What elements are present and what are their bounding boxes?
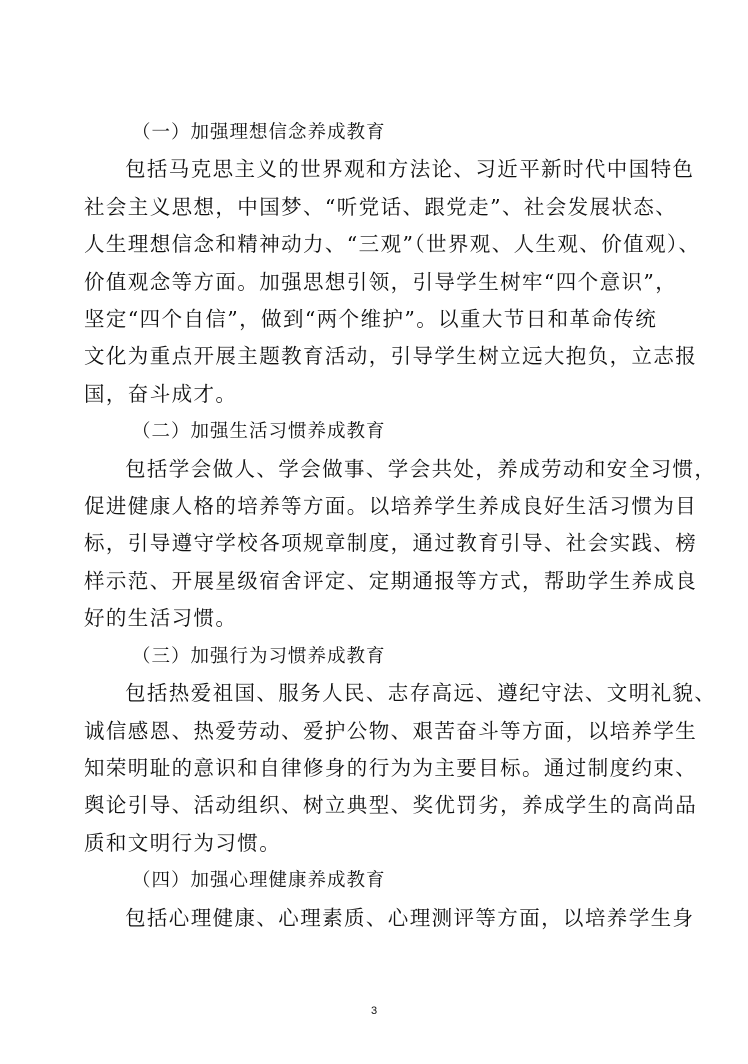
paragraph-line: 社会主义思想，中国梦、“听党话、跟党走”、社会发展状态、 [84, 194, 678, 219]
paragraph-line: 好的生活习惯。 [84, 606, 238, 631]
paragraph-line: 人生理想信念和精神动力、“三观”（世界观、人生观、价值观）、 [84, 232, 701, 257]
section-paragraph-4 [84, 900, 695, 937]
document-body [84, 114, 717, 937]
section-heading-2: （二）加强生活习惯养成教育 [132, 421, 386, 443]
paragraph-line: 标，引导遵守学校各项规章制度，通过教育引导、社会实践、榜 [84, 531, 698, 556]
section-paragraph-2 [84, 451, 717, 638]
paragraph-line: 包括热爱祖国、服务人民、志存高远、遵纪守法、文明礼貌、 [125, 681, 717, 706]
paragraph-line: 坚定“四个自信”，做到“两个维护”。以重大节日和革命传统 [84, 307, 658, 332]
page-number: 3 [370, 1005, 378, 1017]
paragraph-line: 包括心理健康、心理素质、心理测评等方面，以培养学生身 [125, 905, 695, 930]
section-heading-4: （四）加强心理健康养成教育 [132, 870, 386, 892]
paragraph-line: 文化为重点开展主题教育活动，引导学生树立远大抱负，立志报 [84, 344, 698, 369]
paragraph-line: 诚信感恩、热爱劳动、爱护公物、艰苦奋斗等方面，以培养学生 [84, 718, 698, 743]
paragraph-line: 舆论引导、活动组织、树立典型、奖优罚劣，养成学生的高尚品 [84, 793, 698, 818]
section-paragraph-1 [84, 151, 701, 413]
paragraph-line: 质和文明行为习惯。 [84, 830, 282, 855]
paragraph-line: 价值观念等方面。加强思想引领，引导学生树牢“四个意识”， [84, 269, 678, 294]
paragraph-line: 样示范、开展星级宿舍评定、定期通报等方式，帮助学生养成良 [84, 568, 698, 593]
paragraph-line: 知荣明耻的意识和自律修身的行为为主要目标。通过制度约束、 [84, 755, 698, 780]
section-paragraph-3 [84, 675, 717, 862]
section-heading-3: （三）加强行为习惯养成教育 [132, 645, 386, 667]
paragraph-line: 促进健康人格的培养等方面。以培养学生养成良好生活习惯为目 [84, 494, 698, 519]
paragraph-line: 包括马克思主义的世界观和方法论、习近平新时代中国特色 [125, 157, 695, 182]
section-heading-1: （一）加强理想信念养成教育 [132, 122, 386, 143]
paragraph-line: 包括学会做人、学会做事、学会共处，养成劳动和安全习惯， [125, 456, 717, 481]
paragraph-line: 国，奋斗成才。 [84, 381, 238, 406]
